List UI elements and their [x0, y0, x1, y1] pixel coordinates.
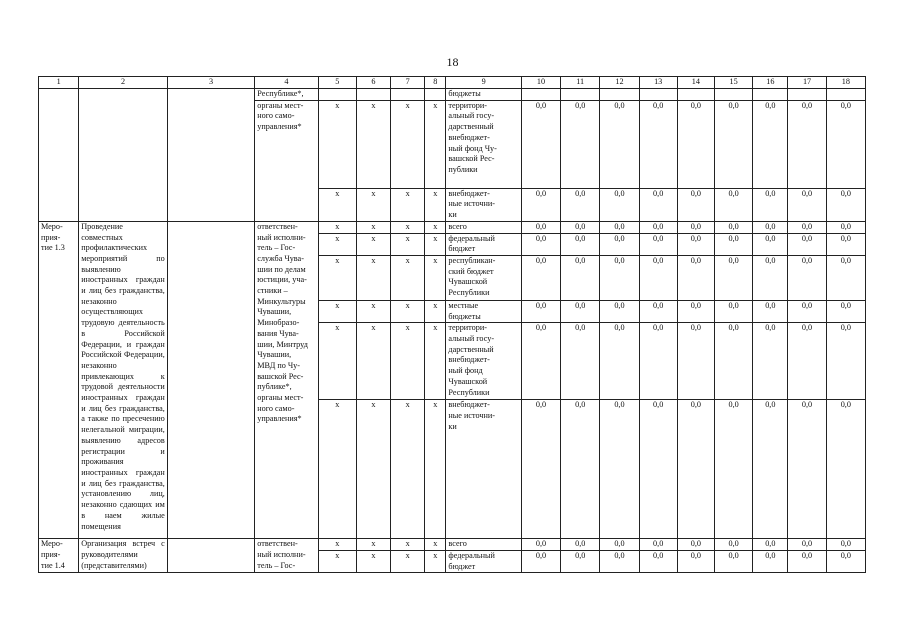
value-cell: 0,0 — [639, 551, 677, 573]
value-cell: 0,0 — [639, 233, 677, 255]
column-number: 9 — [446, 77, 521, 89]
value-cell: 0,0 — [521, 300, 560, 322]
x-cell: x — [425, 323, 446, 400]
empty-cell — [425, 89, 446, 101]
column-number: 2 — [79, 77, 168, 89]
value-cell: 0,0 — [753, 551, 788, 573]
empty-cell — [677, 89, 714, 101]
value-cell: 0,0 — [639, 188, 677, 221]
value-cell: 0,0 — [521, 188, 560, 221]
value-cell: 0,0 — [561, 188, 600, 221]
x-cell: x — [391, 300, 425, 322]
value-cell: 0,0 — [826, 255, 865, 300]
value-cell: 0,0 — [788, 323, 826, 400]
x-cell: x — [425, 551, 446, 573]
column-number: 12 — [600, 77, 639, 89]
x-cell: x — [318, 300, 356, 322]
value-cell: 0,0 — [826, 300, 865, 322]
value-cell: 0,0 — [677, 221, 714, 233]
x-cell: x — [425, 233, 446, 255]
value-cell: 0,0 — [715, 551, 753, 573]
column-number: 3 — [167, 77, 255, 89]
value-cell: 0,0 — [600, 551, 639, 573]
activity-label: Меро- прия- тие 1.4 — [39, 539, 79, 573]
table-row — [39, 221, 866, 233]
value-cell: 0,0 — [715, 100, 753, 188]
empty-cell — [561, 89, 600, 101]
x-cell: x — [391, 100, 425, 188]
column-number: 7 — [391, 77, 425, 89]
value-cell: 0,0 — [600, 188, 639, 221]
column-number: 4 — [255, 77, 318, 89]
value-cell: 0,0 — [561, 255, 600, 300]
value-cell: 0,0 — [753, 300, 788, 322]
value-cell: 0,0 — [561, 551, 600, 573]
column-number: 10 — [521, 77, 560, 89]
x-cell: x — [391, 551, 425, 573]
value-cell: 0,0 — [561, 539, 600, 551]
value-cell: 0,0 — [561, 300, 600, 322]
x-cell: x — [318, 400, 356, 539]
executors-cell: органы мест- ного само- управления* — [255, 100, 318, 221]
x-cell: x — [391, 233, 425, 255]
x-cell: x — [425, 255, 446, 300]
x-cell: x — [425, 100, 446, 188]
x-cell: x — [318, 100, 356, 188]
x-cell: x — [425, 300, 446, 322]
funding-source: территори- альный госу- дарственный внебюджет- ный фонд Чу- вашской Рес- публики — [446, 100, 521, 188]
value-cell: 0,0 — [715, 300, 753, 322]
value-cell: 0,0 — [639, 221, 677, 233]
value-cell: 0,0 — [715, 323, 753, 400]
x-cell: x — [391, 188, 425, 221]
value-cell: 0,0 — [600, 255, 639, 300]
x-cell: x — [318, 221, 356, 233]
value-cell: 0,0 — [677, 551, 714, 573]
x-cell: x — [425, 400, 446, 539]
x-cell: x — [391, 400, 425, 539]
value-cell: 0,0 — [753, 400, 788, 539]
x-cell: x — [318, 255, 356, 300]
empty-cell — [167, 89, 255, 222]
empty-cell — [715, 89, 753, 101]
funding-source: местные бюджеты — [446, 300, 521, 322]
value-cell: 0,0 — [600, 400, 639, 539]
funding-source: территори- альный госу- дарственный внебюджет- ный фонд Чувашской Республики — [446, 323, 521, 400]
x-cell: x — [356, 400, 390, 539]
empty-cell — [167, 221, 255, 539]
empty-cell — [79, 89, 168, 222]
value-cell: 0,0 — [753, 221, 788, 233]
value-cell: 0,0 — [561, 221, 600, 233]
value-cell: 0,0 — [788, 100, 826, 188]
value-cell: 0,0 — [788, 400, 826, 539]
column-number: 6 — [356, 77, 390, 89]
value-cell: 0,0 — [561, 100, 600, 188]
value-cell: 0,0 — [677, 188, 714, 221]
value-cell: 0,0 — [639, 300, 677, 322]
x-cell: x — [356, 100, 390, 188]
value-cell: 0,0 — [788, 188, 826, 221]
value-cell: 0,0 — [788, 255, 826, 300]
x-cell: x — [356, 539, 390, 551]
value-cell: 0,0 — [521, 539, 560, 551]
value-cell: 0,0 — [521, 233, 560, 255]
empty-cell — [788, 89, 826, 101]
column-number: 16 — [753, 77, 788, 89]
x-cell: x — [356, 323, 390, 400]
header-row — [39, 77, 866, 89]
value-cell: 0,0 — [753, 100, 788, 188]
x-cell: x — [318, 551, 356, 573]
value-cell: 0,0 — [677, 400, 714, 539]
activity-label: Меро- прия- тие 1.3 — [39, 221, 79, 539]
table-row — [39, 89, 866, 101]
x-cell: x — [391, 221, 425, 233]
empty-cell — [167, 539, 255, 573]
column-number: 17 — [788, 77, 826, 89]
value-cell: 0,0 — [677, 323, 714, 400]
value-cell: 0,0 — [753, 233, 788, 255]
value-cell: 0,0 — [600, 100, 639, 188]
value-cell: 0,0 — [521, 323, 560, 400]
x-cell: x — [356, 233, 390, 255]
value-cell: 0,0 — [561, 233, 600, 255]
column-number: 14 — [677, 77, 714, 89]
value-cell: 0,0 — [826, 188, 865, 221]
x-cell: x — [425, 221, 446, 233]
value-cell: 0,0 — [639, 323, 677, 400]
funding-source: всего — [446, 539, 521, 551]
empty-cell — [356, 89, 390, 101]
value-cell: 0,0 — [788, 300, 826, 322]
x-cell: x — [391, 539, 425, 551]
value-cell: 0,0 — [788, 221, 826, 233]
value-cell: 0,0 — [639, 100, 677, 188]
value-cell: 0,0 — [826, 400, 865, 539]
value-cell: 0,0 — [788, 551, 826, 573]
activity-description: Организация встреч с руководителями (представителями) — [79, 539, 168, 573]
value-cell: 0,0 — [826, 221, 865, 233]
executors-cell: ответствен- ный исполни- тель – Гос- служба Чува- шии по делам юстиции, уча- стники – Минкультуры Чувашии, Минобразо- вания Чува- шии, Минтруд Чувашии, МВД по Чу- вашской Рес- публике*, органы мест- ного само- управления* — [255, 221, 318, 539]
value-cell: 0,0 — [521, 400, 560, 539]
value-cell: 0,0 — [788, 233, 826, 255]
value-cell: 0,0 — [521, 221, 560, 233]
value-cell: 0,0 — [753, 255, 788, 300]
value-cell: 0,0 — [715, 233, 753, 255]
value-cell: 0,0 — [600, 323, 639, 400]
value-cell: 0,0 — [715, 188, 753, 221]
empty-cell — [318, 89, 356, 101]
column-number: 13 — [639, 77, 677, 89]
x-cell: x — [391, 323, 425, 400]
column-number: 5 — [318, 77, 356, 89]
column-number: 8 — [425, 77, 446, 89]
value-cell: 0,0 — [753, 188, 788, 221]
value-cell: 0,0 — [677, 100, 714, 188]
x-cell: x — [318, 233, 356, 255]
funding-source: бюджеты — [446, 89, 521, 101]
value-cell: 0,0 — [826, 551, 865, 573]
x-cell: x — [425, 188, 446, 221]
empty-cell — [753, 89, 788, 101]
value-cell: 0,0 — [677, 255, 714, 300]
value-cell: 0,0 — [600, 233, 639, 255]
budget-table — [38, 76, 866, 573]
table-row — [39, 539, 866, 551]
value-cell: 0,0 — [600, 539, 639, 551]
value-cell: 0,0 — [826, 100, 865, 188]
column-number: 1 — [39, 77, 79, 89]
funding-source: внебюджет- ные источни- ки — [446, 188, 521, 221]
value-cell: 0,0 — [600, 300, 639, 322]
executors-cell: Республике*, — [255, 89, 318, 101]
column-number: 11 — [561, 77, 600, 89]
x-cell: x — [356, 300, 390, 322]
value-cell: 0,0 — [639, 539, 677, 551]
funding-source: всего — [446, 221, 521, 233]
value-cell: 0,0 — [600, 221, 639, 233]
empty-cell — [639, 89, 677, 101]
x-cell: x — [356, 551, 390, 573]
value-cell: 0,0 — [521, 100, 560, 188]
value-cell: 0,0 — [677, 539, 714, 551]
value-cell: 0,0 — [677, 300, 714, 322]
value-cell: 0,0 — [826, 323, 865, 400]
value-cell: 0,0 — [788, 539, 826, 551]
empty-cell — [600, 89, 639, 101]
value-cell: 0,0 — [826, 539, 865, 551]
empty-cell — [391, 89, 425, 101]
empty-cell — [521, 89, 560, 101]
value-cell: 0,0 — [715, 400, 753, 539]
value-cell: 0,0 — [677, 233, 714, 255]
column-number: 15 — [715, 77, 753, 89]
value-cell: 0,0 — [715, 539, 753, 551]
executors-cell: ответствен- ный исполни- тель – Гос- — [255, 539, 318, 573]
funding-source: республикан- ский бюджет Чувашской Республики — [446, 255, 521, 300]
activity-description: Проведение совместных профилактических мероприятий по выявлению иностранных граждан и лиц без гражданства, незаконно осуществляющих трудовую деятельность в Российской Федерации, и граждан Российской Федерации, незаконно привлекающих к трудовой деятельности иностранных граждан и лиц без гражданства, а также по пресечению нелегальной миграции, выявлению адресов регистрации и проживания иностранных граждан и лиц без гражданства, установлению лиц, незаконно сдающих им в наем жилые помещения — [79, 221, 168, 539]
value-cell: 0,0 — [826, 233, 865, 255]
value-cell: 0,0 — [561, 400, 600, 539]
value-cell: 0,0 — [639, 400, 677, 539]
value-cell: 0,0 — [753, 323, 788, 400]
column-number: 18 — [826, 77, 865, 89]
value-cell: 0,0 — [715, 255, 753, 300]
x-cell: x — [318, 188, 356, 221]
funding-source: федеральный бюджет — [446, 551, 521, 573]
x-cell: x — [425, 539, 446, 551]
value-cell: 0,0 — [715, 221, 753, 233]
value-cell: 0,0 — [753, 539, 788, 551]
value-cell: 0,0 — [561, 323, 600, 400]
page-number: 18 — [446, 55, 459, 69]
x-cell: x — [318, 539, 356, 551]
empty-cell — [39, 89, 79, 222]
x-cell: x — [356, 221, 390, 233]
value-cell: 0,0 — [521, 551, 560, 573]
value-cell: 0,0 — [639, 255, 677, 300]
funding-source: федеральный бюджет — [446, 233, 521, 255]
x-cell: x — [356, 188, 390, 221]
x-cell: x — [356, 255, 390, 300]
funding-source: внебюджет- ные источни- ки — [446, 400, 521, 539]
empty-cell — [826, 89, 865, 101]
x-cell: x — [318, 323, 356, 400]
x-cell: x — [391, 255, 425, 300]
value-cell: 0,0 — [521, 255, 560, 300]
